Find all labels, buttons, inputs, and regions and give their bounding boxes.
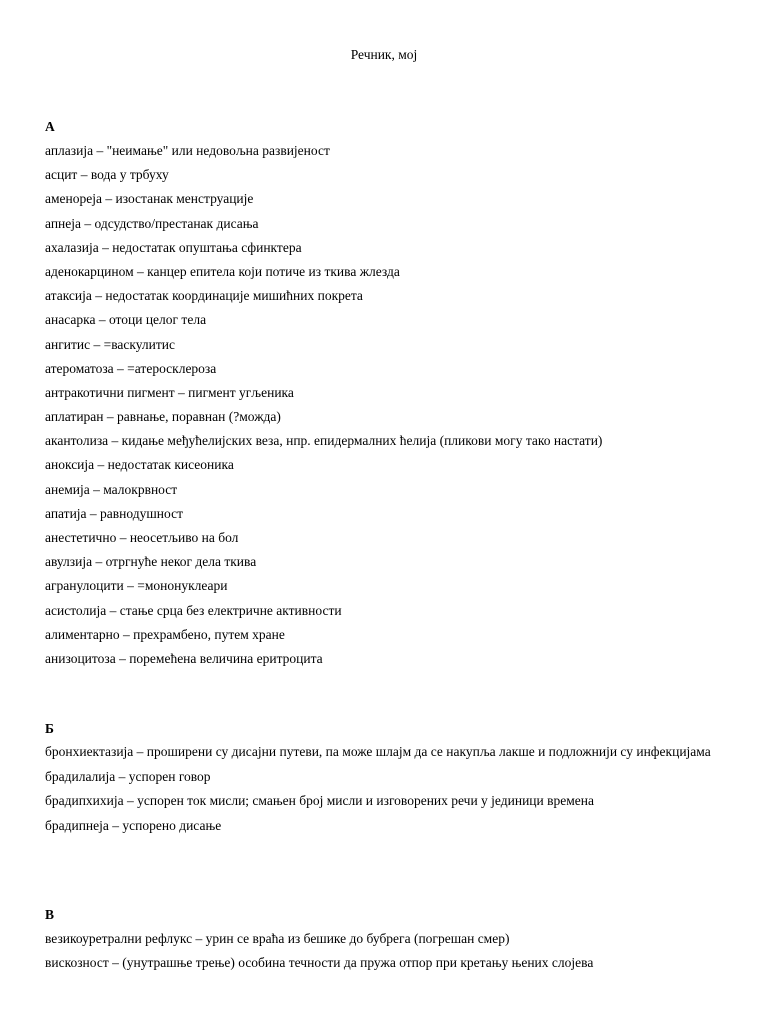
section-heading: Б xyxy=(45,721,54,736)
glossary-entry: авулзија – отргнуће неког дела ткива xyxy=(45,554,257,570)
glossary-entry: брадилалија – успорен говор xyxy=(45,769,211,785)
glossary-entry: везикоуретрални рефлукс – урин се враћа из бешике до бубрега (погрешан смер) xyxy=(45,931,510,946)
glossary-entry: анизоцитоза – поремећена величина еритроцита xyxy=(45,650,323,666)
glossary-entry: асцит – вода у трбуху xyxy=(45,167,169,183)
glossary-entry: асистолија – стање срца без електричне активности xyxy=(45,602,342,618)
document-title: Речник, мој xyxy=(350,47,418,62)
glossary-entry: атаксија – недостатак координације мишићних покрета xyxy=(45,288,363,304)
section-heading: А xyxy=(45,119,55,134)
glossary-entry: анестетично – неосетљиво на бол xyxy=(45,530,239,545)
glossary-entry: атероматоза – =атеросклероза xyxy=(45,360,217,376)
glossary-entry: аноксија – недостатак кисеоника xyxy=(45,457,234,473)
glossary-entry: аденокарцином – канцер епитела који потиче из ткива жлезда xyxy=(45,263,400,279)
glossary-entry: ангитис – =васкулитис xyxy=(45,336,175,352)
glossary-entry: аменореја – изостанак менструације xyxy=(45,191,254,207)
section-v xyxy=(45,906,723,978)
glossary-entry: бронхиектазија – проширени су дисајни путеви, па може шлајм да се накупља лакше и подложнији су инфекцијама xyxy=(45,744,711,759)
glossary-entry: анасарка – отоци целог тела xyxy=(45,312,207,328)
section-heading: В xyxy=(45,907,55,922)
glossary-entry: апнеја – одсудство/престанак дисања xyxy=(45,215,259,231)
section-a xyxy=(45,118,723,674)
glossary-entry: брадипнеја – успорено дисање xyxy=(45,817,222,833)
section-b xyxy=(45,720,723,841)
glossary-entry: вискозност – (унутрашње трење) особина течности да пружа отпор при кретању њених слојева xyxy=(45,955,594,971)
glossary-entry: анемија – малокрвност xyxy=(45,481,178,497)
glossary-entry: антракотични пигмент – пигмент угљеника xyxy=(45,384,294,400)
glossary-entry: аплазија – "неимање" или недовољна развијеност xyxy=(45,143,330,158)
glossary-entry: аплатиран – равнање, поравнан (?можда) xyxy=(45,409,281,425)
glossary-entry: апатија – равнодушност xyxy=(45,505,183,521)
glossary-entry: алиментарно – прехрамбено, путем хране xyxy=(45,626,285,642)
glossary-entry: брадипхихија – успорен ток мисли; смањен број мисли и изговорених речи у јединици времена xyxy=(45,793,594,809)
glossary-entry: агранулоцити – =мононуклеари xyxy=(45,578,228,594)
glossary-entry: акантолиза – кидање међућелијских веза, нпр. епидермалних ћелија (пликови могу тако настати) xyxy=(45,433,603,449)
glossary-entry: ахалазија – недостатак опуштања сфинктера xyxy=(45,239,302,255)
